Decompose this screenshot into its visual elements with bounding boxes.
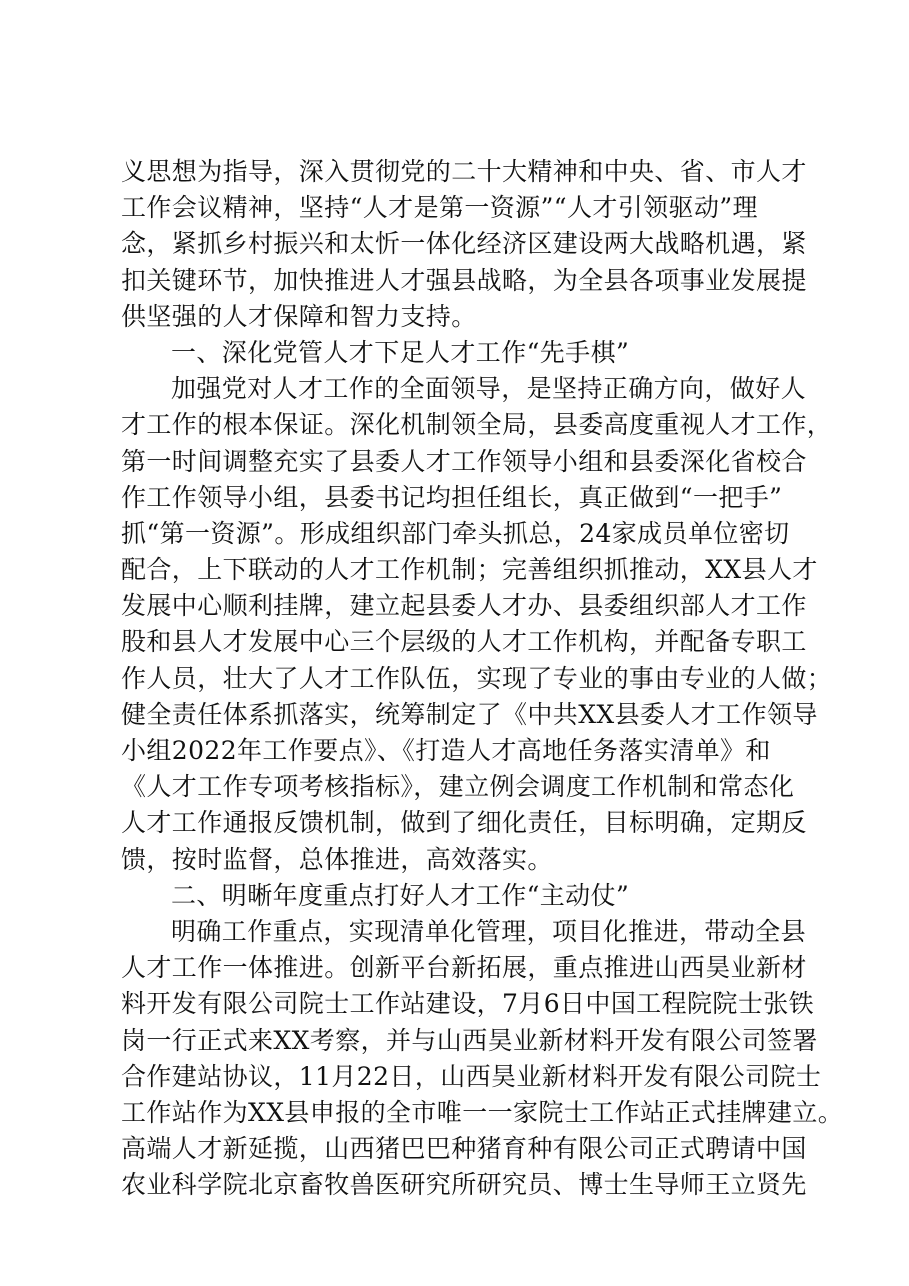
- text-line: 人才工作通报反馈机制，做到了细化责任，目标明确，定期反: [121, 808, 807, 838]
- text-line: 明确工作重点，实现清单化管理，项目化推进，带动全县: [171, 916, 807, 946]
- text-line: 合作建站协议，11月22日，山西昊业新材料开发有限公司院士: [121, 1061, 822, 1091]
- text-line: 才工作的根本保证。深化机制领全局，县委高度重视人才工作，: [121, 410, 833, 440]
- text-line: 发展中心顺利挂牌，建立起县委人才办、县委组织部人才工作: [121, 591, 807, 621]
- text-line: 二、明晰年度重点打好人才工作“主动仗”: [171, 880, 630, 910]
- text-line: 高端人才新延揽，山西猪巴巴种猪育种有限公司正式聘请中国: [121, 1134, 807, 1164]
- text-line: 作人员，壮大了人才工作队伍，实现了专业的事由专业的人做；: [121, 663, 833, 693]
- text-line: 加强党对人才工作的全面领导，是坚持正确方向，做好人: [171, 374, 807, 404]
- text-line: 小组2022年工作要点》、《打造人才高地任务落实清单》和: [121, 736, 771, 765]
- text-line: 一、深化党管人才下足人才工作“先手棋”: [171, 337, 630, 367]
- text-line: 股和县人才发展中心三个层级的人才工作机构，并配备专职工: [121, 627, 807, 657]
- text-line: 抓“第一资源”。形成组织部门牵头抓总，24家成员单位密切: [121, 518, 790, 548]
- text-line: 工作站作为XX县申报的全市唯一一家院士工作站正式挂牌建立。: [121, 1097, 844, 1127]
- text-line: 健全责任体系抓落实，统筹制定了《中共XX县委人才工作领导: [121, 699, 818, 729]
- text-line: 扣关键环节，加快推进人才强县战略，为全县各项事业发展提: [121, 265, 807, 295]
- text-line: 作工作领导小组，县委书记均担任组长，真正做到“一把手”: [121, 482, 783, 512]
- text-line: 工作会议精神，坚持“人才是第一资源”“人才引领驱动”理: [121, 193, 758, 223]
- text-line: 人才工作一体推进。创新平台新拓展，重点推进山西昊业新材: [121, 953, 807, 983]
- text-line: 岗一行正式来XX考察，并与山西昊业新材料开发有限公司签署: [121, 1025, 818, 1055]
- document-body: [121, 154, 844, 1203]
- text-line: 供坚强的人才保障和智力支持。: [121, 301, 477, 331]
- text-line: 配合，上下联动的人才工作机制；完善组织抓推动，XX县人才: [121, 555, 818, 585]
- text-line: 义思想为指导，深入贯彻党的二十大精神和中央、省、市人才: [121, 157, 807, 186]
- text-line: 馈，按时监督，总体推进，高效落实。: [121, 844, 553, 874]
- text-line: 念，紧抓乡村振兴和太忻一体化经济区建设两大战略机遇，紧: [121, 229, 807, 259]
- text-line: 农业科学院北京畜牧兽医研究所研究员、博士生导师王立贤先: [121, 1170, 807, 1200]
- text-line: 料开发有限公司院士工作站建设，7月6日中国工程院院士张铁: [121, 989, 815, 1019]
- text-line: 第一时间调整充实了县委人才工作领导小组和县委深化省校合: [121, 446, 807, 476]
- text-line: 《人才工作专项考核指标》，建立例会调度工作机制和常态化: [121, 772, 795, 802]
